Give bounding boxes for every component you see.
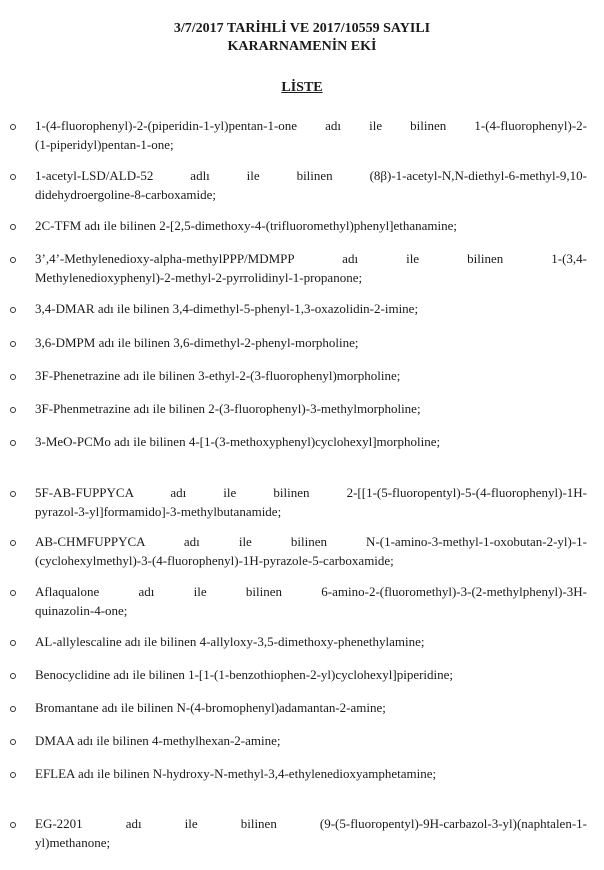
list-item-line-2: pyrazol-3-yl]formamido]-3-methylbutanamide;: [35, 503, 282, 519]
list-item-text: [35, 117, 587, 154]
list-item-text: [35, 167, 587, 204]
list-item-line-1: Aflaqualone adı ile bilinen 6-amino-2-(fluoromethyl)-3-(2-methylphenyl)-3H-: [35, 584, 587, 599]
bullet-icon: [10, 590, 16, 596]
bullet-icon: [10, 772, 16, 778]
list-item-text: [35, 334, 587, 353]
list-item-text: [35, 250, 587, 287]
list-item-text: [35, 699, 587, 718]
document-header: [0, 20, 604, 55]
bullet-icon: [10, 307, 16, 313]
header-line-1: 3/7/2017 TARİHLİ VE 2017/10559 SAYILI: [173, 21, 431, 36]
bullet-icon: [10, 341, 16, 347]
list-item-text: [35, 400, 587, 419]
list-item-text: [35, 533, 587, 570]
bullet-icon: [10, 174, 16, 180]
list-item-line-1: EFLEA adı ile bilinen N-hydroxy-N-methyl-3,4-ethylenedioxyamphetamine;: [35, 766, 437, 781]
list-item-line-1: 2C-TFM adı ile bilinen 2-[2,5-dimethoxy-4-(trifluoromethyl)phenyl]ethanamine;: [35, 218, 458, 233]
list-item-line-1: 3,4-DMAR adı ile bilinen 3,4-dimethyl-5-phenyl-1,3-oxazolidin-2-imine;: [35, 301, 419, 316]
list-item-text: [35, 583, 587, 620]
list-item-line-1: 3F-Phenmetrazine adı ile bilinen 2-(3-fluorophenyl)-3-methylmorpholine;: [35, 401, 421, 416]
list-item-line-2: quinazolin-4-one;: [35, 602, 128, 618]
bullet-icon: [10, 124, 16, 130]
list-item-line-2: (1-piperidyl)pentan-1-one;: [35, 136, 174, 152]
list-item-line-1: Bromantane adı ile bilinen N-(4-bromophenyl)adamantan-2-amine;: [35, 700, 386, 715]
list-item-line-2: Methylenedioxyphenyl)-2-methyl-2-pyrrolidinyl-1-propanone;: [35, 269, 363, 285]
list-item-text: [35, 633, 587, 652]
list-item-text: [35, 815, 587, 852]
list-item-text: [35, 484, 587, 521]
list-item-line-1: AB-CHMFUPPYCA adı ile bilinen N-(1-amino-3-methyl-1-oxobutan-2-yl)-1-: [35, 534, 587, 549]
list-item-text: [35, 666, 587, 685]
list-item-line-2: (cyclohexylmethyl)-3-(4-fluorophenyl)-1H-pyrazole-5-carboxamide;: [35, 552, 394, 568]
list-title: LİSTE: [281, 80, 323, 95]
list-item-line-1: 3’,4’-Methylenedioxy-alpha-methylPPP/MDMPP adı ile bilinen 1-(3,4-: [35, 251, 587, 266]
bullet-icon: [10, 706, 16, 712]
bullet-icon: [10, 673, 16, 679]
bullet-icon: [10, 491, 16, 497]
list-item-line-2: yl)methanone;: [35, 834, 111, 850]
list-item-line-1: 3-MeO-PCMo adı ile bilinen 4-[1-(3-methoxyphenyl)cyclohexyl]morpholine;: [35, 434, 441, 449]
list-item-text: [35, 732, 587, 751]
header-line-2: KARARNAMENİN EKİ: [227, 39, 377, 54]
list-item-line-1: EG-2201 adı ile bilinen (9-(5-fluoropentyl)-9H-carbazol-3-yl)(naphtalen-1-: [35, 816, 587, 831]
bullet-icon: [10, 374, 16, 380]
list-item-line-1: 3,6-DMPM adı ile bilinen 3,6-dimethyl-2-phenyl-morpholine;: [35, 335, 359, 350]
list-item-text: [35, 217, 587, 236]
list-item-text: [35, 367, 587, 386]
list-item-text: [35, 300, 587, 319]
bullet-icon: [10, 640, 16, 646]
bullet-icon: [10, 739, 16, 745]
bullet-icon: [10, 224, 16, 230]
bullet-icon: [10, 822, 16, 828]
bullet-icon: [10, 440, 16, 446]
list-item-line-1: 3F-Phenetrazine adı ile bilinen 3-ethyl-2-(3-fluorophenyl)morpholine;: [35, 368, 401, 383]
list-item-line-1: Benocyclidine adı ile bilinen 1-[1-(1-benzothiophen-2-yl)cyclohexyl]piperidine;: [35, 667, 454, 682]
bullet-icon: [10, 540, 16, 546]
list-item-line-1: 5F-AB-FUPPYCA adı ile bilinen 2-[[1-(5-fluoropentyl)-5-(4-fluorophenyl)-1H-: [35, 485, 587, 500]
list-item-line-2: didehydroergoline-8-carboxamide;: [35, 186, 216, 202]
bullet-icon: [10, 257, 16, 263]
list-item-line-1: AL-allylescaline adı ile bilinen 4-allyloxy-3,5-dimethoxy-phenethylamine;: [35, 634, 425, 649]
list-item-line-1: 1-(4-fluorophenyl)-2-(piperidin-1-yl)pentan-1-one adı ile bilinen 1-(4-fluorophenyl)-2-: [35, 118, 587, 133]
list-item-line-1: DMAA adı ile bilinen 4-methylhexan-2-amine;: [35, 733, 281, 748]
list-item-text: [35, 765, 587, 784]
list-item-text: [35, 433, 587, 452]
list-item-line-1: 1-acetyl-LSD/ALD-52 adlı ile bilinen (8β)-1-acetyl-N,N-diethyl-6-methyl-9,10-: [35, 168, 587, 183]
bullet-icon: [10, 407, 16, 413]
